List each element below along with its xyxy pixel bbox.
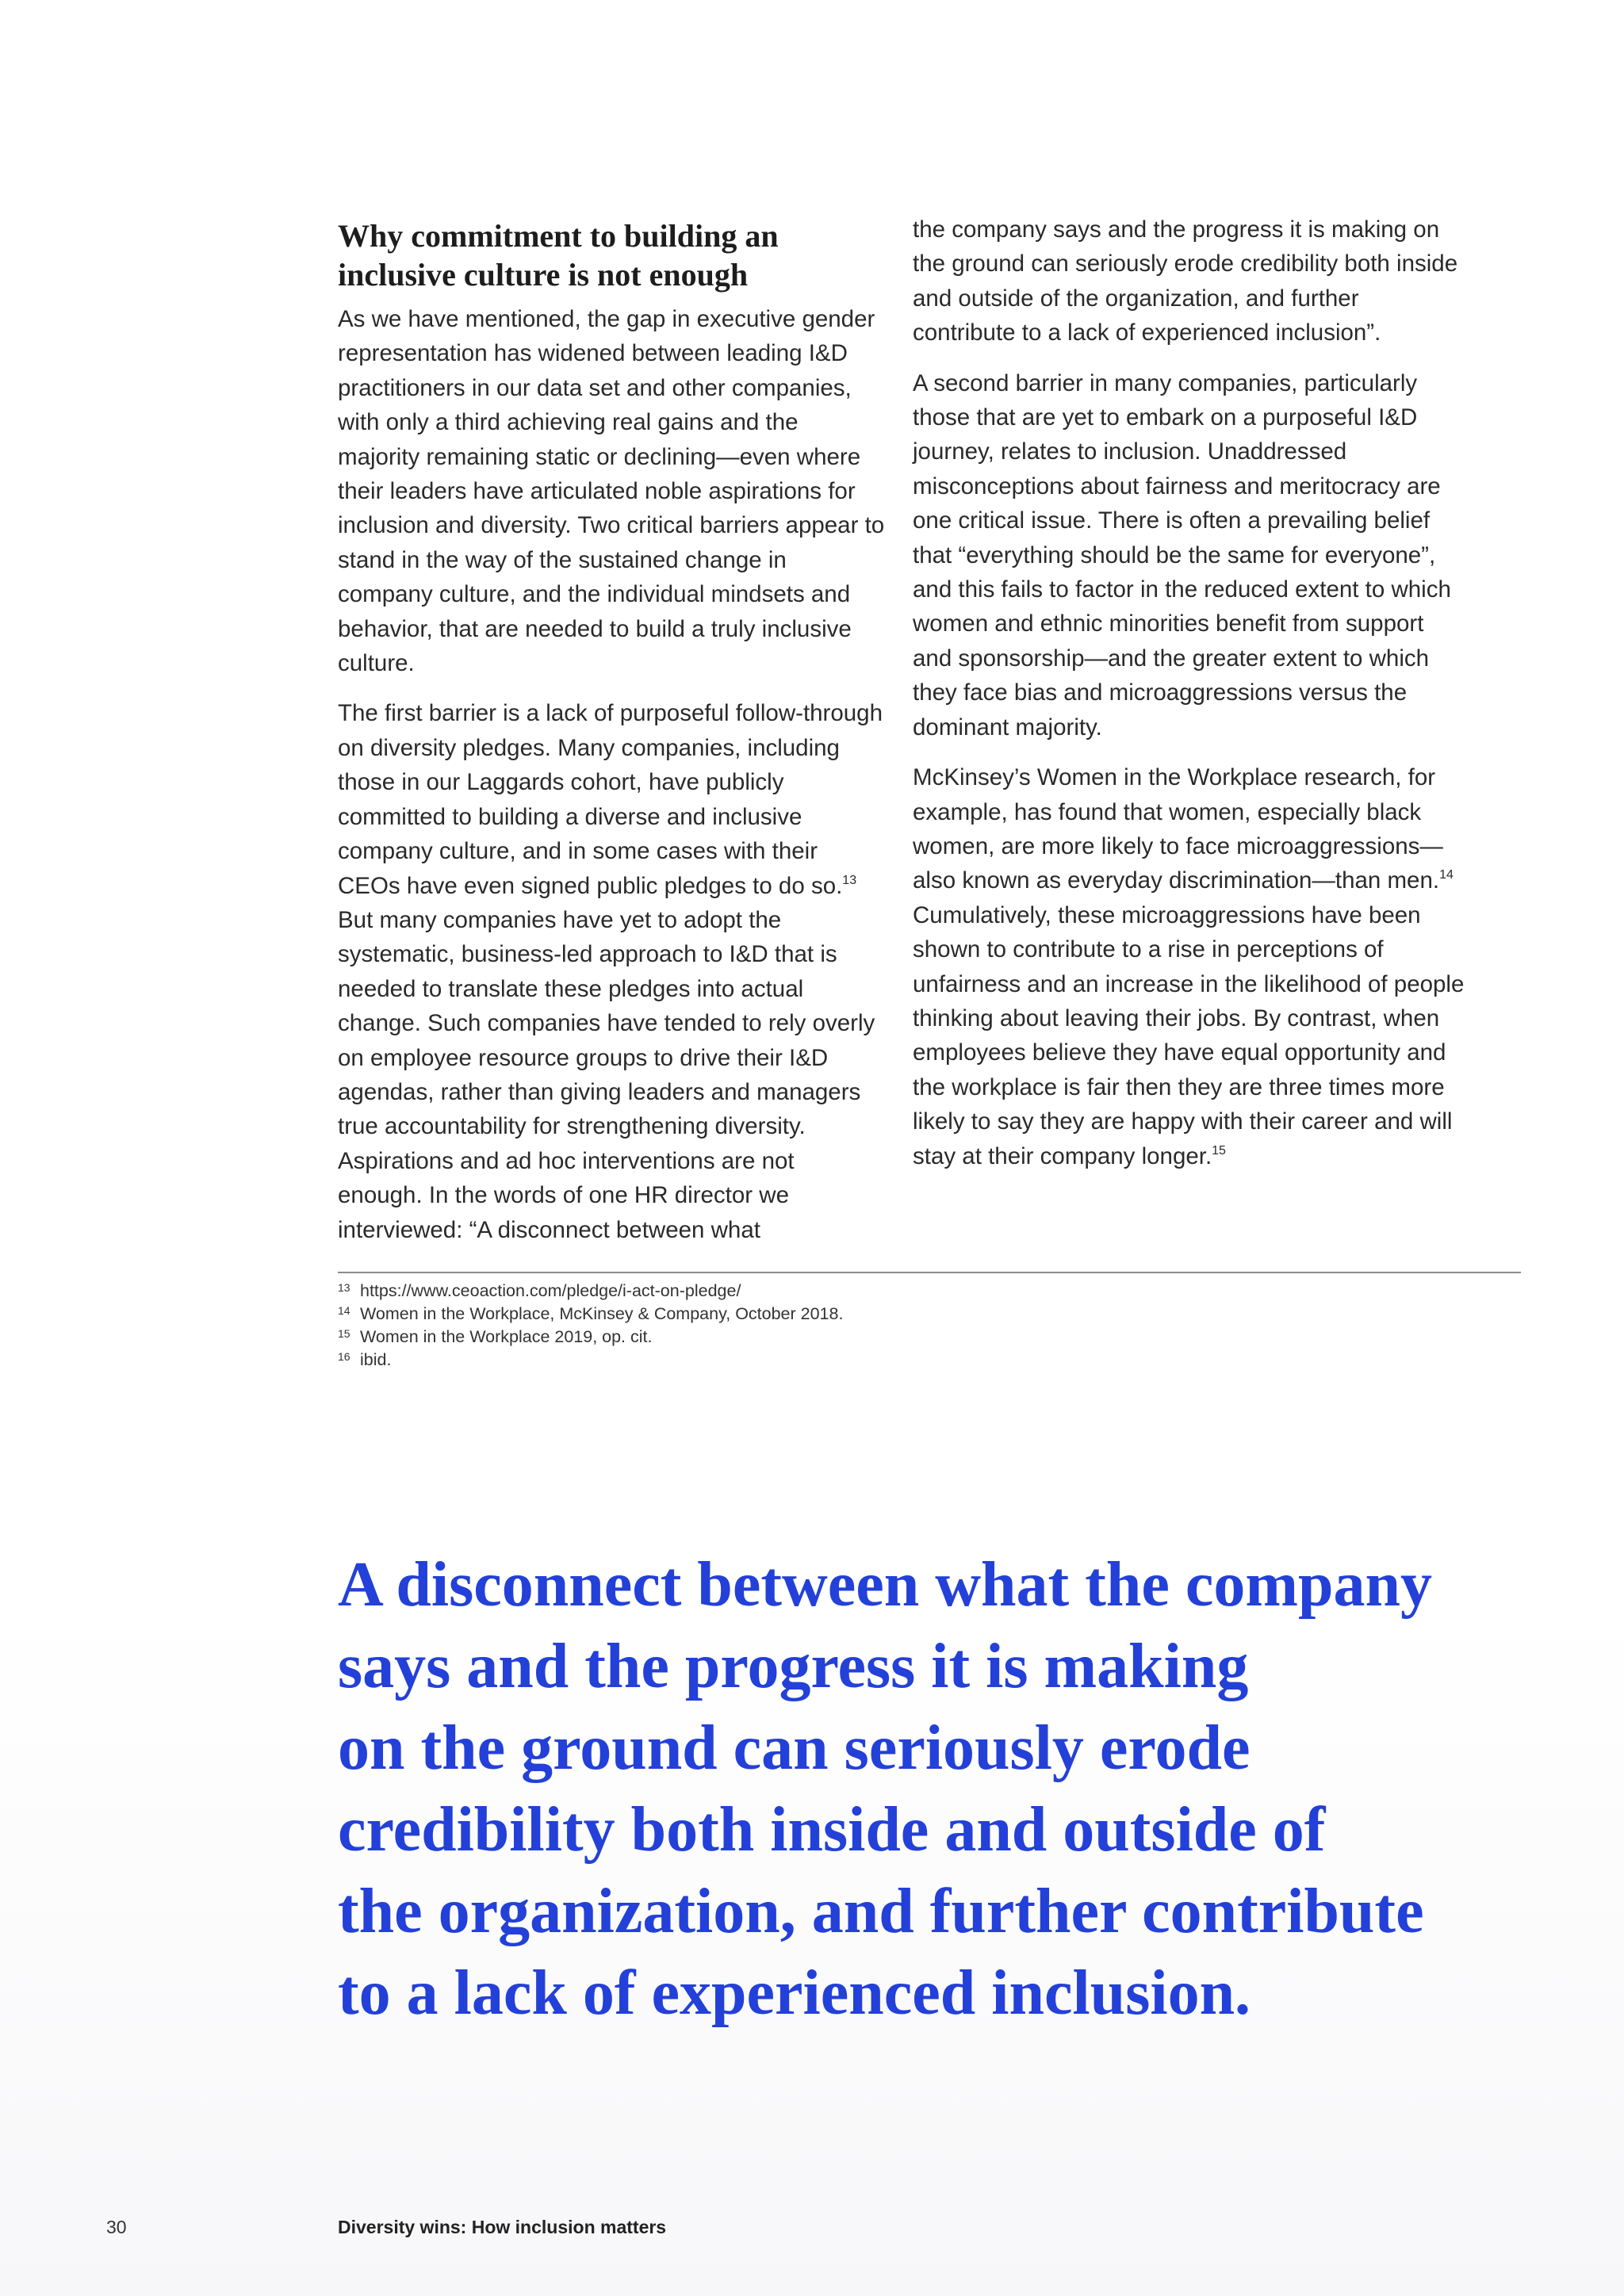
- footnote-number: 13: [338, 1281, 350, 1294]
- footnote-14: [338, 1303, 1289, 1326]
- paragraph-text: McKinsey’s Women in the Workplace research, for example, has found that women, especially black women, are more likely to face microaggressions—also known as everyday discrimination—than men.: [913, 764, 1443, 894]
- footnote-number: 16: [338, 1350, 350, 1363]
- footnote-text: Women in the Workplace 2019, op. cit.: [360, 1327, 653, 1346]
- footnote-ref-15[interactable]: 15: [1212, 1143, 1226, 1158]
- right-column: [913, 212, 1468, 1189]
- footnote-15: [338, 1326, 1289, 1349]
- paragraph-text: But many companies have yet to adopt the systematic, business-led approach to I&D that is needed to translate these pledges into actual change. Such companies have tended to rely overly on employee resource groups to drive their I&D agendas, rather than giving leaders and managers true accountability for strengthening diversity. Aspirations and ad hoc interventions are not enough. In the words of one HR director we interviewed: “A disconnect between what: [338, 906, 875, 1243]
- pull-quote-line: says and the progress it is making: [338, 1632, 1249, 1701]
- pull-quote-line: A disconnect between what the company: [338, 1550, 1432, 1620]
- right-paragraph-1: the company says and the progress it is making on the ground can seriously erode credibility both inside and outside of the organization, and further contribute to a lack of experienced inclusion”.: [913, 216, 1458, 346]
- left-paragraph-1: As we have mentioned, the gap in executive gender representation has widened between leading I&D practitioners in our data set and other companies, with only a third achieving real gains and the majority remaining static or declining—even where their leaders have articulated noble aspirations for inclusion and diversity. Two critical barriers appear to stand in the way of the sustained change in company culture, and the individual mindsets and behavior, that are needed to build a truly inclusive culture.: [338, 306, 885, 677]
- pull-quote-line: on the ground can seriously erode: [338, 1713, 1251, 1783]
- page-number: 30: [106, 2217, 127, 2237]
- paragraph-text: Cumulatively, these microaggressions have been shown to contribute to a rise in perceptions of unfairness and an increase in the likelihood of people thinking about leaving their jobs. By contrast, when employees believe they have equal opportunity and the workplace is fair then they are three times more likely to say they are happy with their career and will stay at their company longer.: [913, 901, 1465, 1169]
- footnote-13: [338, 1280, 1289, 1303]
- section-heading: Why commitment to building an inclusive culture is not enough: [338, 218, 779, 293]
- footnote-ref-13[interactable]: 13: [842, 873, 857, 887]
- footnote-divider: [338, 1272, 1521, 1273]
- paragraph-text: The first barrier is a lack of purposeful follow-through on diversity pledges. Many companies, including those in our Laggards cohort, have publicly committed to building a diverse and inclusive company culture, and in some cases with their CEOs have even signed public pledges to do so.: [338, 700, 883, 899]
- footnote-number: 15: [338, 1327, 350, 1340]
- pull-quote-line: to a lack of experienced inclusion.: [338, 1958, 1251, 2028]
- left-paragraph-2: [338, 696, 885, 1247]
- left-column: [338, 212, 885, 1263]
- footnote-ref-14[interactable]: 14: [1439, 868, 1454, 882]
- publication-title: Diversity wins: How inclusion matters: [338, 2217, 667, 2237]
- pull-quote-line: credibility both inside and outside of: [338, 1795, 1326, 1865]
- right-paragraph-3: [913, 760, 1468, 1173]
- footnote-number: 14: [338, 1304, 350, 1317]
- footnotes: [338, 1280, 1289, 1372]
- footnote-link[interactable]: https://www.ceoaction.com/pledge/i-act-on-pledge/: [360, 1281, 741, 1300]
- footnote-text: ibid.: [360, 1350, 392, 1369]
- right-paragraph-2: A second barrier in many companies, particularly those that are yet to embark on a purposeful I&D journey, relates to inclusion. Unaddressed misconceptions about fairness and meritocracy are one critical issue. There is often a prevailing belief that “everything should be the same for everyone”, and this fails to factor in the reduced extent to which women and ethnic minorities benefit from support and sponsorship—and the greater extent to which they face bias and microaggressions versus the dominant majority.: [913, 369, 1451, 740]
- pull-quote: [338, 1544, 1575, 2034]
- footnote-16: [338, 1349, 1289, 1372]
- pull-quote-line: the organization, and further contribute: [338, 1877, 1424, 1946]
- footnote-text: Women in the Workplace, McKinsey & Company, October 2018.: [360, 1304, 844, 1323]
